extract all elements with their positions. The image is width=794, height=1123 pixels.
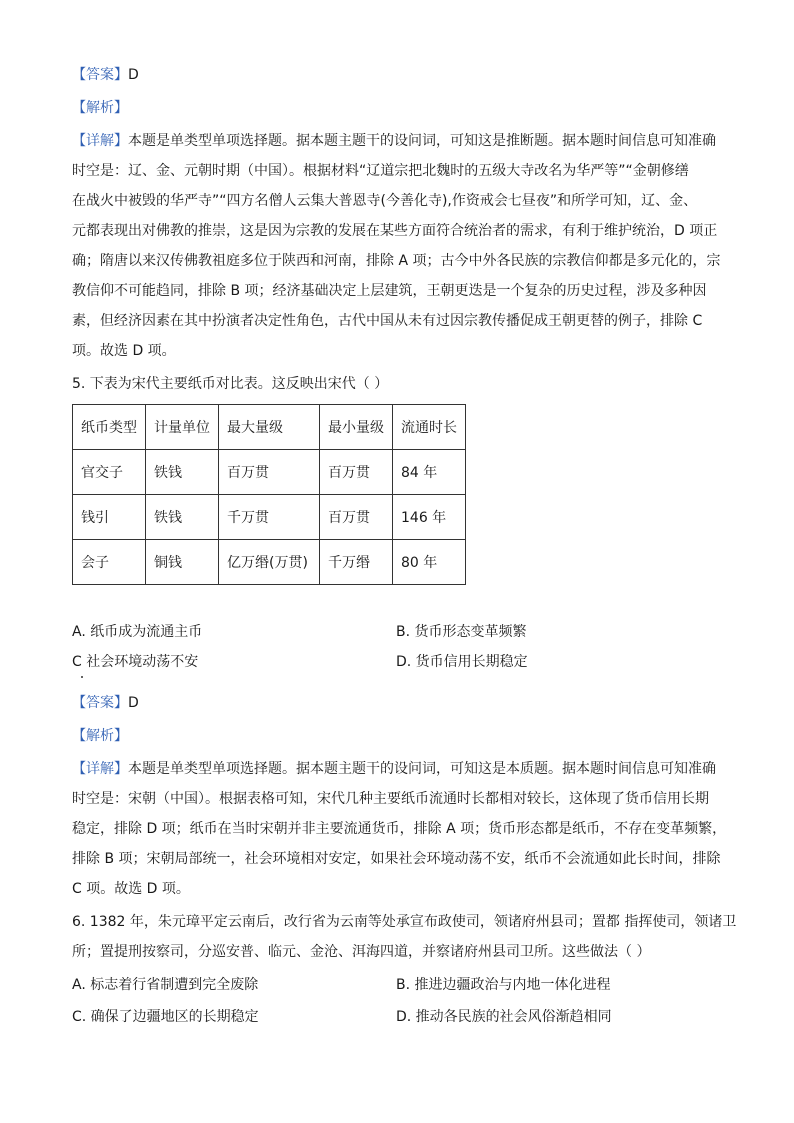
table-cell: 亿万缗(万贯): [219, 540, 320, 585]
q4-detail-line-6: 素，但经济因素在其中扮演者决定性角色，古代中国从未有过因宗教传播促成王朝更替的例子，排除 C: [72, 313, 703, 329]
table-cell: 146 年: [393, 495, 466, 540]
table-cell: 84 年: [393, 450, 466, 495]
table-cell: 百万贯: [219, 450, 320, 495]
table-cell: 铜钱: [146, 540, 219, 585]
q4-detail-line-4: 确；隋唐以来汉传佛教祖庭多位于陕西和河南，排除 A 项；古今中外各民族的宗教信仰都是多元化的，宗: [72, 253, 721, 269]
table-cell: 铁钱: [146, 495, 219, 540]
table-cell: 铁钱: [146, 450, 219, 495]
q5-stem: 5. 下表为宋代主要纸币对比表。这反映出宋代（ ）: [72, 376, 389, 392]
q4-analysis-tag: [72, 98, 128, 118]
table-header-cell: 最大量级: [219, 405, 320, 450]
q4-detail-line-3: 元都表现出对佛教的推崇，这是因为宗教的发展在某些方面符合统治者的需求，有利于维护统治，D 项正: [72, 223, 718, 239]
q4-answer-line: [72, 65, 139, 85]
table-row: [73, 540, 466, 585]
table-cell: 官交子: [73, 450, 146, 495]
table-header-row: [73, 405, 466, 450]
analysis-tag: 【解析】: [72, 100, 128, 116]
q5-option-a[interactable]: A. 纸币成为流通主币: [72, 624, 203, 640]
answer-value: D: [128, 695, 139, 711]
q6-option-d[interactable]: D. 推动各民族的社会风俗渐趋相同: [396, 1009, 612, 1025]
q6-option-b[interactable]: B. 推进边疆政治与内地一体化进程: [396, 977, 611, 993]
table-row: [73, 495, 466, 540]
q5-detail-line-4: C 项。故选 D 项。: [72, 881, 190, 897]
table-row: [73, 450, 466, 495]
table-cell: 千万缗: [320, 540, 393, 585]
q5-detail-line-1: 时空是：宋朝（中国）。根据表格可知，宋代几种主要纸币流通时长都相对较长，这体现了货币信用长期: [72, 791, 709, 807]
detail-tag: 【详解】: [72, 761, 128, 777]
answer-tag: 【答案】: [72, 67, 128, 83]
table-header-cell: 计量单位: [146, 405, 219, 450]
table-cell: 百万贯: [320, 495, 393, 540]
table-cell: 会子: [73, 540, 146, 585]
stray-dot: [81, 676, 83, 678]
q4-detail-line-7: 项。故选 D 项。: [72, 343, 176, 359]
q4-detail-line-5: 教信仰不可能趋同，排除 B 项；经济基础决定上层建筑，王朝更迭是一个复杂的历史过程，涉及多种因: [72, 283, 707, 299]
q4-detail-line-0: [72, 131, 716, 151]
q5-answer-line: [72, 693, 139, 713]
q6-stem-line-0: 6. 1382 年，朱元璋平定云南后，改行省为云南等处承宣布政使司，领诸府州县司；置都 指挥使司，领诸卫: [72, 914, 737, 930]
q6-stem-line-1: 所；置提刑按察司，分巡安普、临元、金沧、洱海四道，并察诸府州县司卫所。这些做法（ ）: [72, 944, 651, 960]
q5-detail-line-2: 稳定，排除 D 项；纸币在当时宋朝并非主要流通货币，排除 A 项；货币形态都是纸币，不存在变革频繁，: [72, 821, 727, 837]
q4-detail-line-1: 时空是：辽、金、元朝时期（中国）。根据材料“辽道宗把北魏时的五级大寺改名为华严等”“金朝修缮: [72, 163, 689, 179]
q5-detail-line-3: 排除 B 项；宋朝局部统一，社会环境相对安定，如果社会环境动荡不安，纸币不会流通如此长时间，排除: [72, 851, 721, 867]
q6-option-a[interactable]: A. 标志着行省制遭到完全废除: [72, 977, 259, 993]
detail-tag: 【详解】: [72, 133, 128, 149]
table-cell: 百万贯: [320, 450, 393, 495]
table-header-cell: 纸币类型: [73, 405, 146, 450]
analysis-tag: 【解析】: [72, 728, 128, 744]
q5-detail-line-0: [72, 759, 716, 779]
answer-value: D: [128, 67, 139, 83]
table-cell: 钱引: [73, 495, 146, 540]
q4-detail-line-2: 在战火中被毁的华严寺”“四方名僧人云集大普恩寺(今善化寺),作资戒会七昼夜”和所学可知，辽、金、: [72, 193, 698, 209]
table-cell: 千万贯: [219, 495, 320, 540]
currency-table: [72, 404, 466, 585]
detail-text: 本题是单类型单项选择题。据本题主题干的设问词，可知这是本质题。据本题时间信息可知准确: [128, 761, 716, 777]
answer-tag: 【答案】: [72, 695, 128, 711]
table-cell: 80 年: [393, 540, 466, 585]
q5-option-b[interactable]: B. 货币形态变革频繁: [396, 624, 527, 640]
table-header-cell: 最小量级: [320, 405, 393, 450]
q5-option-c[interactable]: C 社会环境动荡不安: [72, 654, 199, 670]
q5-analysis-tag: [72, 726, 128, 746]
q5-option-d[interactable]: D. 货币信用长期稳定: [396, 654, 528, 670]
q6-option-c[interactable]: C. 确保了边疆地区的长期稳定: [72, 1009, 259, 1025]
detail-text: 本题是单类型单项选择题。据本题主题干的设问词，可知这是推断题。据本题时间信息可知准确: [128, 133, 716, 149]
table-header-cell: 流通时长: [393, 405, 466, 450]
